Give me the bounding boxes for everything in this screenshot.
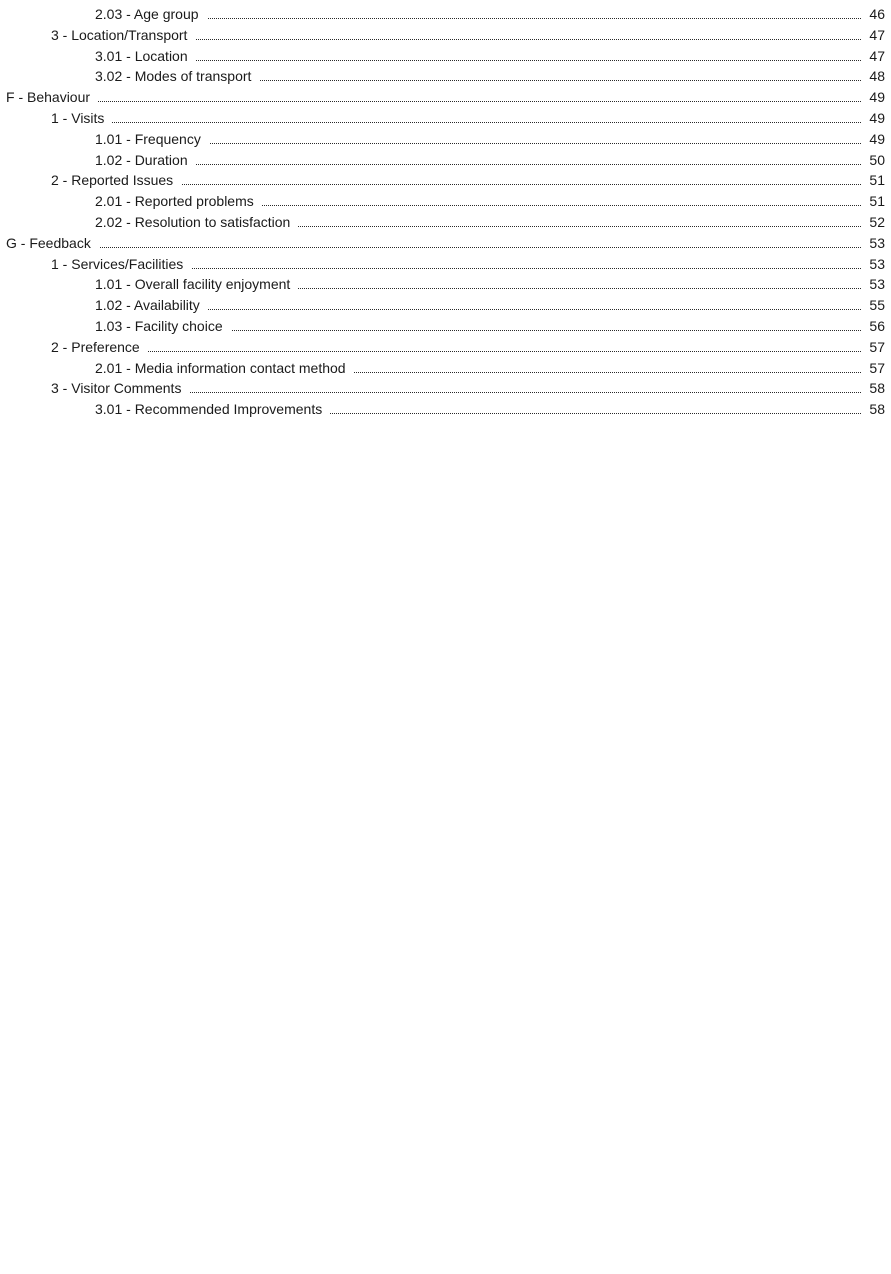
dot-leader	[95, 309, 861, 310]
toc-entry-label[interactable]: G - Feedback	[6, 233, 99, 254]
toc-entry-label[interactable]: 2.01 - Reported problems	[95, 191, 262, 212]
table-of-contents	[0, 4, 891, 420]
toc-entry-page-number[interactable]: 57	[863, 337, 885, 358]
toc-entry-page-number[interactable]: 53	[863, 233, 885, 254]
toc-entry-label[interactable]: 2.03 - Age group	[95, 4, 207, 25]
toc-entry[interactable]	[0, 233, 891, 254]
toc-entry[interactable]	[0, 274, 891, 295]
toc-entry-label[interactable]: 3.01 - Recommended Improvements	[95, 399, 330, 420]
dot-leader	[95, 18, 861, 19]
toc-entry-page-number[interactable]: 56	[863, 316, 885, 337]
toc-entry-page-number[interactable]: 52	[863, 212, 885, 233]
toc-entry-label[interactable]: 2.02 - Resolution to satisfaction	[95, 212, 298, 233]
toc-entry[interactable]	[0, 191, 891, 212]
toc-entry-page-number[interactable]: 49	[863, 87, 885, 108]
toc-entry-page-number[interactable]: 51	[863, 170, 885, 191]
toc-entry-page-number[interactable]: 51	[863, 191, 885, 212]
toc-entry-page-number[interactable]: 53	[863, 274, 885, 295]
toc-entry-label[interactable]: 3 - Location/Transport	[51, 25, 195, 46]
toc-entry[interactable]	[0, 150, 891, 171]
toc-entry-page-number[interactable]: 49	[863, 129, 885, 150]
toc-entry-label[interactable]: 3 - Visitor Comments	[51, 378, 189, 399]
toc-entry-label[interactable]: F - Behaviour	[6, 87, 98, 108]
toc-entry-label[interactable]: 1 - Visits	[51, 108, 112, 129]
toc-entry[interactable]	[0, 129, 891, 150]
toc-entry[interactable]	[0, 25, 891, 46]
toc-entry[interactable]	[0, 46, 891, 67]
dot-leader	[51, 122, 861, 123]
toc-entry-label[interactable]: 1.01 - Overall facility enjoyment	[95, 274, 298, 295]
toc-entry-label[interactable]: 3.02 - Modes of transport	[95, 66, 259, 87]
toc-entry-page-number[interactable]: 47	[863, 25, 885, 46]
toc-entry[interactable]	[0, 170, 891, 191]
dot-leader	[6, 247, 861, 248]
toc-entry-page-number[interactable]: 49	[863, 108, 885, 129]
toc-entry-label[interactable]: 3.01 - Location	[95, 46, 196, 67]
toc-entry[interactable]	[0, 212, 891, 233]
toc-entry[interactable]	[0, 295, 891, 316]
toc-entry[interactable]	[0, 399, 891, 420]
toc-entry-page-number[interactable]: 53	[863, 254, 885, 275]
toc-entry-page-number[interactable]: 50	[863, 150, 885, 171]
toc-entry-page-number[interactable]: 48	[863, 66, 885, 87]
toc-entry[interactable]	[0, 108, 891, 129]
toc-entry-page-number[interactable]: 55	[863, 295, 885, 316]
toc-entry-page-number[interactable]: 58	[863, 378, 885, 399]
toc-entry[interactable]	[0, 66, 891, 87]
toc-entry-page-number[interactable]: 46	[863, 4, 885, 25]
toc-entry-label[interactable]: 1.03 - Facility choice	[95, 316, 231, 337]
toc-entry-label[interactable]: 1.01 - Frequency	[95, 129, 209, 150]
toc-entry-label[interactable]: 2 - Reported Issues	[51, 170, 181, 191]
toc-entry[interactable]	[0, 254, 891, 275]
dot-leader	[6, 101, 861, 102]
dot-leader	[95, 60, 861, 61]
toc-entry-label[interactable]: 2.01 - Media information contact method	[95, 358, 354, 379]
dot-leader	[95, 164, 861, 165]
toc-entry-label[interactable]: 2 - Preference	[51, 337, 148, 358]
toc-entry-page-number[interactable]: 58	[863, 399, 885, 420]
toc-entry-label[interactable]: 1.02 - Availability	[95, 295, 208, 316]
toc-entry[interactable]	[0, 378, 891, 399]
toc-entry-page-number[interactable]: 57	[863, 358, 885, 379]
toc-entry[interactable]	[0, 4, 891, 25]
toc-entry-label[interactable]: 1.02 - Duration	[95, 150, 196, 171]
dot-leader	[95, 143, 861, 144]
toc-entry-page-number[interactable]: 47	[863, 46, 885, 67]
toc-entry[interactable]	[0, 87, 891, 108]
toc-entry-label[interactable]: 1 - Services/Facilities	[51, 254, 191, 275]
toc-entry[interactable]	[0, 337, 891, 358]
toc-entry[interactable]	[0, 358, 891, 379]
toc-entry[interactable]	[0, 316, 891, 337]
dot-leader	[51, 351, 861, 352]
